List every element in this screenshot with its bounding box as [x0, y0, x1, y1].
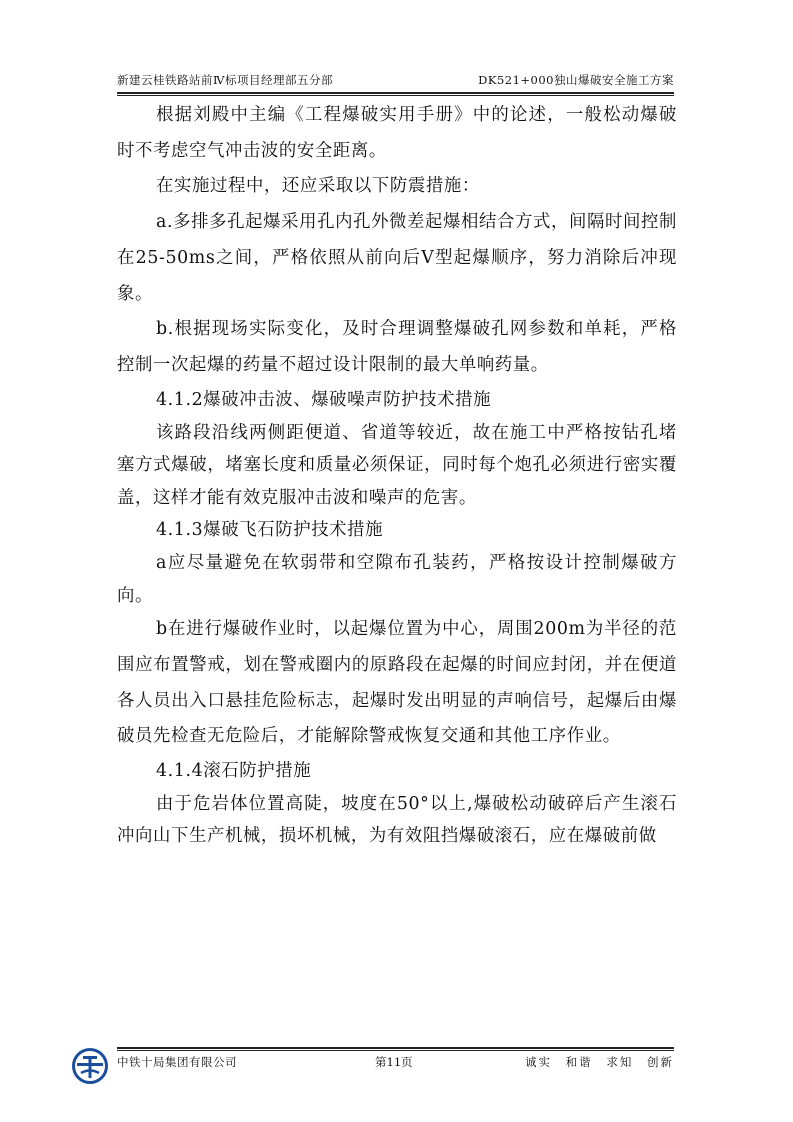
section-heading-4-1-3: 4.1.3爆破飞石防护技术措施 — [156, 520, 384, 541]
footer-motto: 诚实 和谐 求知 创新 — [525, 1055, 674, 1069]
document-body — [117, 98, 677, 853]
header-rule-thick — [117, 92, 674, 94]
paragraph-flyrock-b: b在进行爆破作业时，以起爆位置为中心，周围200m为半径的范围应布置警戒，划在警戒圈内的原路段在起爆的时间应封闭，并在便道各人员出入口悬挂危险标志，起爆时发出明显的声响信号，起爆后由爆破员先检查无危险后，才能解除警戒恢复交通和其他工序作业。 — [117, 619, 677, 747]
footer-rule-thick — [117, 1047, 674, 1049]
paragraph-shockwave-noise: 该路段沿线两侧距便道、省道等较近，故在施工中严格按钻孔堵塞方式爆破，堵塞长度和质量必须保证，同时每个炮孔必须进行密实覆盖，这样才能有效克服冲击波和噪声的危害。 — [117, 422, 677, 508]
header-project-name: 新建云桂铁路站前Ⅳ标项目经理部五分部 — [117, 73, 333, 87]
paragraph-antivibration-intro: 在实施过程中，还应采取以下防震措施： — [156, 176, 480, 197]
paragraph-rockfall: 由于危岩体位置高陡，坡度在50°以上,爆破松动破碎后产生滚石冲向山下生产机械，损坏机械，为有效阻挡爆破滚石，应在爆破前做 — [117, 793, 677, 847]
footer-page-number: 第11页 — [375, 1055, 413, 1069]
company-logo-icon — [72, 1048, 108, 1084]
paragraph-flyrock-a: a应尽量避免在软弱带和空隙布孔装药，严格按设计控制爆破方向。 — [117, 553, 677, 606]
paragraph-blast-reference: 根据刘殿中主编《工程爆破实用手册》中的论述，一般松动爆破时不考虑空气冲击波的安全距离。 — [117, 105, 677, 161]
footer-rule-thin — [117, 1050, 674, 1051]
paragraph-item-a-delay: a.多排多孔起爆采用孔内孔外微差起爆相结合方式，间隔时间控制在25-50ms之间，严格依照从前向后V型起爆顺序，努力消除后冲现象。 — [117, 212, 677, 304]
section-heading-4-1-4: 4.1.4滚石防护措施 — [156, 760, 312, 781]
footer-company-name: 中铁十局集团有限公司 — [117, 1055, 237, 1069]
section-heading-4-1-2: 4.1.2爆破冲击波、爆破噪声防护技术措施 — [156, 389, 492, 410]
page-header — [117, 72, 674, 92]
header-document-title: DK521+000独山爆破安全施工方案 — [478, 73, 674, 87]
page-footer — [117, 1054, 674, 1072]
paragraph-item-b-charge: b.根据现场实际变化，及时合理调整爆破孔网参数和单耗，严格控制一次起爆的药量不超过设计限制的最大单响药量。 — [117, 319, 677, 375]
header-rule-thin — [117, 95, 674, 96]
